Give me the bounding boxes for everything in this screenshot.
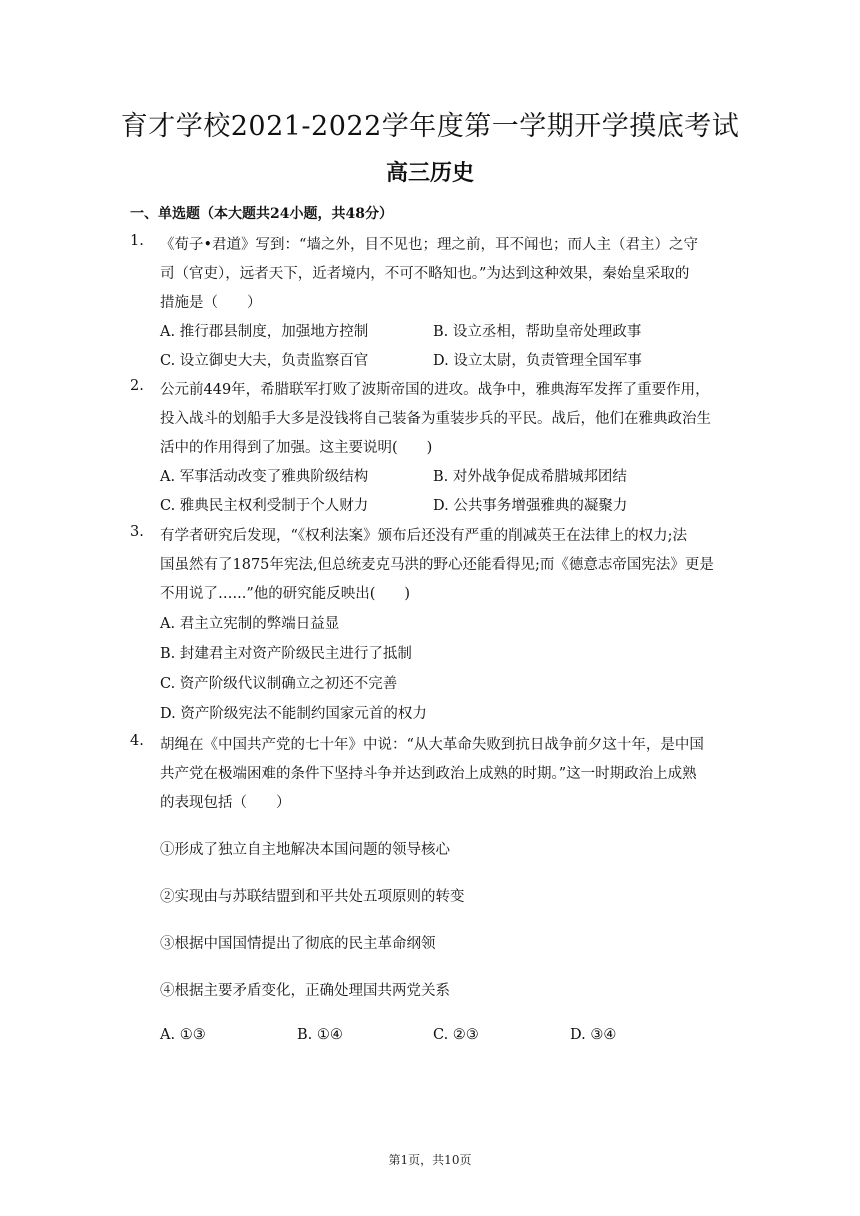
- exam-title: 育才学校2021-2022学年度第一学期开学摸底考试: [120, 111, 740, 142]
- question-text-line: 投入战斗的划船手大多是没钱将自己装备为重装步兵的平民。战后，他们在雅典政治生: [160, 411, 711, 427]
- option-a: A. 军事活动改变了雅典阶级结构: [160, 469, 369, 485]
- question-text-line: 的表现包括（ ）: [160, 795, 291, 811]
- question-text-line: 公元前449年，希腊联军打败了波斯帝国的进攻。战争中，雅典海军发挥了重要作用，: [160, 382, 710, 398]
- question-text-line: 共产党在极端困难的条件下坚持斗争并达到政治上成熟的时期。”这一时期政治上成熟: [160, 766, 697, 782]
- option-d: D. 设立太尉，负责管理全国军事: [433, 353, 642, 369]
- question-text-line: 《荀子•君道》写到：“墙之外，目不见也；理之前，耳不闻也；而人主（君主）之守: [160, 237, 698, 253]
- statement-3: ③根据中国国情提出了彻底的民主革命纲领: [160, 936, 436, 952]
- option-b: B. 设立丞相，帮助皇帝处理政事: [433, 324, 642, 340]
- option-c: C. ②③: [433, 1027, 479, 1043]
- option-b: B. ①④: [297, 1027, 343, 1043]
- question-text-line: 活中的作用得到了加强。这主要说明( ): [160, 440, 433, 456]
- page-footer: 第1页，共10页: [388, 1153, 472, 1167]
- question-number: 3.: [130, 524, 144, 540]
- question-text-line: 司（官吏），远者天下，近者境内，不可不略知也。”为达到这种效果，秦始皇采取的: [160, 266, 690, 282]
- question-text-line: 国虽然有了1875年宪法,但总统麦克马洪的野心还能看得见;而《德意志帝国宪法》更是: [160, 557, 714, 573]
- question-text-line: 不用说了…...”他的研究能反映出( ): [160, 586, 411, 602]
- question-text-line: 有学者研究后发现，“《权利法案》颁布后还没有严重的削减英王在法律上的权力;法: [160, 528, 688, 544]
- question-number: 1.: [130, 233, 144, 249]
- option-c: C. 资产阶级代议制确立之初还不完善: [160, 676, 398, 692]
- option-c: C. 雅典民主权利受制于个人财力: [160, 498, 369, 514]
- statement-2: ②实现由与苏联结盟到和平共处五项原则的转变: [160, 889, 465, 905]
- section-heading: 一、单选题（本大题共24小题，共48分）: [130, 206, 393, 222]
- option-d: D. ③④: [570, 1027, 617, 1043]
- option-b: B. 对外战争促成希腊城邦团结: [433, 469, 627, 485]
- option-a: A. 推行郡县制度，加强地方控制: [160, 324, 369, 340]
- question-text-line: 措施是（ ）: [160, 295, 262, 311]
- option-d: D. 公共事务增强雅典的凝聚力: [433, 498, 628, 514]
- statement-4: ④根据主要矛盾变化，正确处理国共两党关系: [160, 983, 450, 999]
- exam-subject: 高三历史: [385, 160, 474, 186]
- option-a: A. 君主立宪制的弊端日益显: [160, 616, 340, 632]
- option-b: B. 封建君主对资产阶级民主进行了抵制: [160, 646, 412, 662]
- option-c: C. 设立御史大夫，负责监察百官: [160, 353, 369, 369]
- option-a: A. ①③: [160, 1027, 206, 1043]
- statement-1: ①形成了独立自主地解决本国问题的领导核心: [160, 842, 450, 858]
- option-d: D. 资产阶级宪法不能制约国家元首的权力: [160, 706, 427, 722]
- question-number: 2.: [130, 378, 144, 394]
- question-number: 4.: [130, 733, 144, 749]
- question-text-line: 胡绳在《中国共产党的七十年》中说：“从大革命失败到抗日战争前夕这十年，是中国: [160, 737, 704, 753]
